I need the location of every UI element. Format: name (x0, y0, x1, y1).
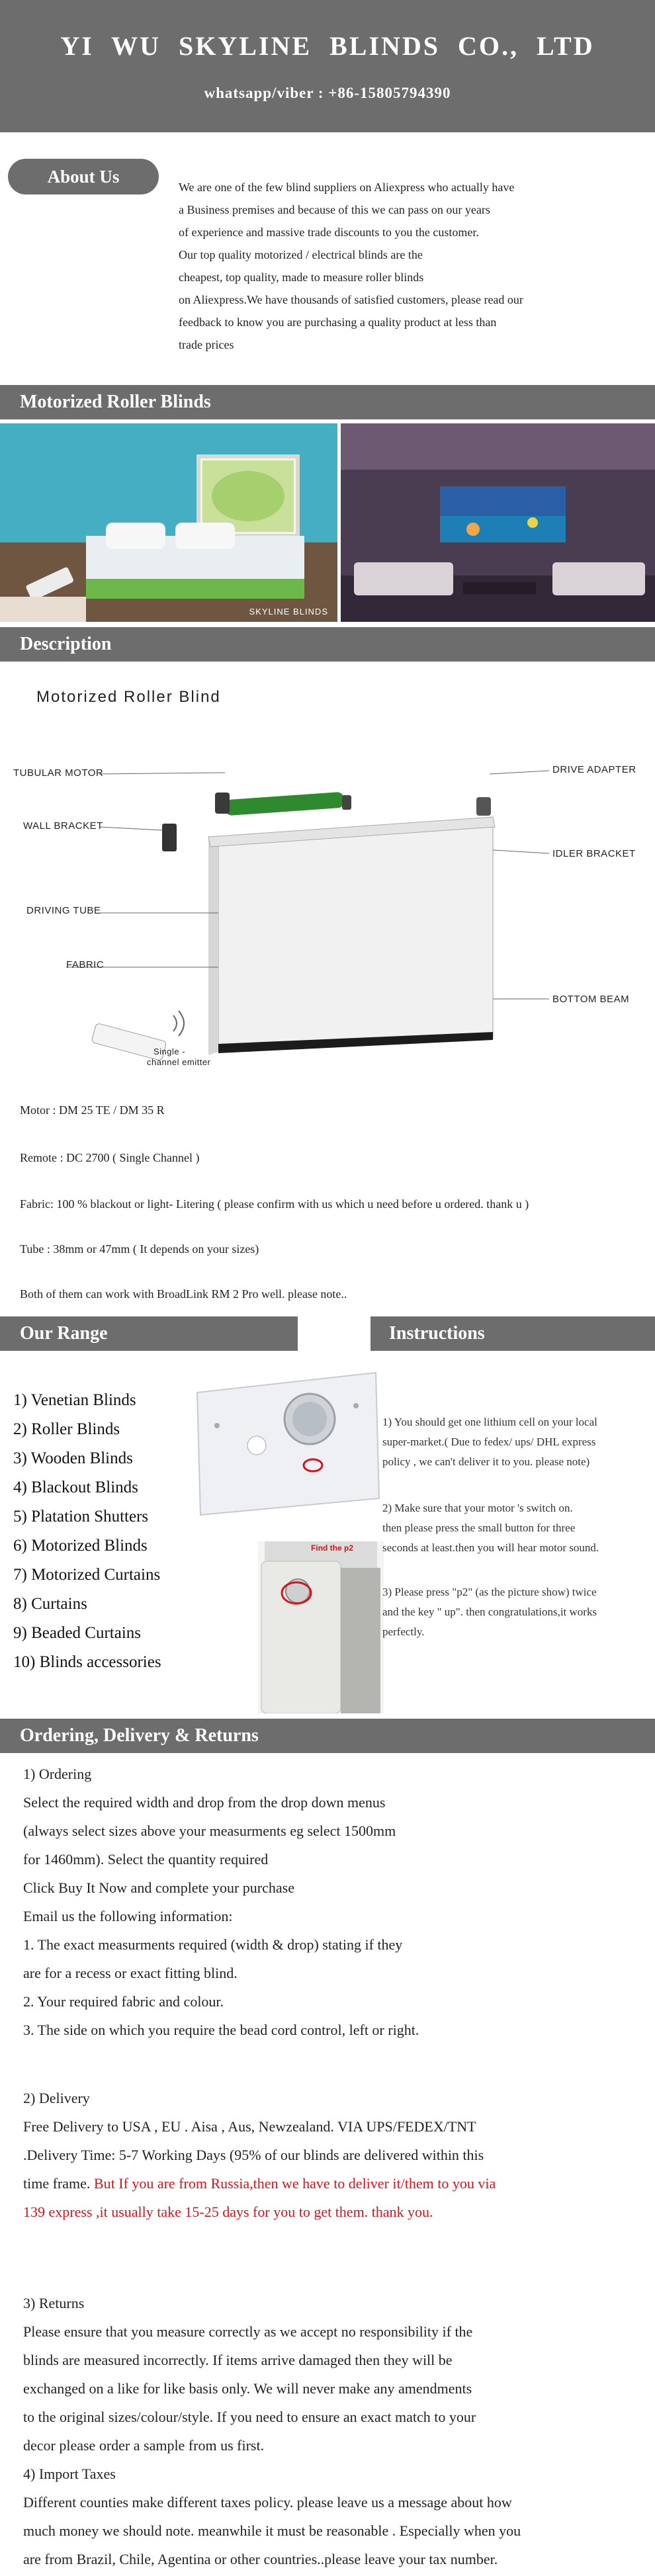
returns-heading: 3) Returns (23, 2295, 85, 2311)
photo-tag: Find the p2 (311, 1543, 353, 1553)
about-line: We are one of the few blind suppliers on Aliexpress who actually have (179, 181, 515, 194)
range-item: 2) Roller Blinds (13, 1420, 120, 1438)
ordering-line: 1) Ordering (23, 1766, 92, 1782)
delivery-block (23, 2084, 496, 2226)
section-bar-range: Our Range (0, 1316, 298, 1351)
instruction-line: policy , we can't deliver it to you. please note) (382, 1455, 590, 1468)
range-item: 3) Wooden Blinds (13, 1449, 133, 1467)
photo-caption: SKYLINE BLINDS (249, 607, 328, 617)
delivery-line (23, 2169, 496, 2198)
diagram-heading: Motorized Roller Blind (36, 688, 221, 706)
import-line: are from Brazil, Chile, Agentina or other countries..please leave your tax number. (23, 2551, 498, 2567)
spec-broadlink: Both of them can work with BroadLink RM 2 Pro well. please note.. (20, 1287, 347, 1301)
instruction-line: seconds at least.then you will hear motor sound. (382, 1541, 599, 1554)
section-bar-ordering: Ordering, Delivery & Returns (0, 1719, 655, 1753)
section-bar-description: Description (0, 627, 655, 662)
russia-notice: But If you are from Russia,then we have to deliver it/them to you via (93, 2175, 496, 2192)
returns-line: Please ensure that you measure correctly as we accept no responsibility if the (23, 2323, 473, 2340)
about-line: Our top quality motorized / electrical blinds are the (179, 248, 423, 261)
about-text (179, 176, 635, 356)
label-fabric: FABRIC (66, 959, 105, 970)
ordering-block (23, 1760, 419, 2044)
returns-block (23, 2289, 476, 2460)
living-room-photo (341, 423, 655, 622)
delivery-line: Free Delivery to USA , EU . Aisa , Aus, Newzealand. VIA UPS/FEDEX/TNT (23, 2118, 476, 2135)
section-bar-instructions: Instructions (371, 1316, 655, 1351)
instruction-line: and the key " up". then congratulations,it works (382, 1606, 597, 1618)
section-bar-motorized: Motorized Roller Blinds (0, 385, 655, 419)
label-wall-bracket: WALL BRACKET (23, 820, 103, 832)
label-emitter-1: Single - (153, 1047, 186, 1056)
instruction-line: perfectly. (382, 1625, 425, 1638)
russia-notice-cont: 139 express ,it usually take 15-25 days for you to get them. thank you. (23, 2204, 433, 2220)
about-line: on Aliexpress.We have thousands of satisfied customers, please read our (179, 293, 523, 306)
range-item: 7) Motorized Curtains (13, 1566, 161, 1584)
import-heading: 4) Import Taxes (23, 2466, 116, 2482)
company-title: YI WU SKYLINE BLINDS CO., LTD (60, 31, 595, 61)
about-line: trade prices (179, 338, 234, 351)
remote-back-photo (191, 1366, 382, 1518)
diagram-graphic (0, 662, 655, 1085)
import-taxes-block (23, 2460, 521, 2573)
label-idler-bracket: IDLER BRACKET (552, 848, 636, 859)
label-driving-tube: DRIVING TUBE (26, 905, 101, 916)
label-tubular-motor: TUBULAR MOTOR (13, 767, 104, 779)
range-item: 8) Curtains (13, 1595, 87, 1613)
import-line: much money we should note. meanwhile it must be reasonable . Especially when you (23, 2522, 521, 2539)
import-line: Different counties make different taxes policy. please leave us a message about how (23, 2494, 512, 2511)
bedroom-illustration (0, 423, 337, 622)
spec-fabric: Fabric: 100 % blackout or light- Litering ( please confirm with us which u need before u ordered. thank u ) (20, 1197, 529, 1211)
range-item: 9) Beaded Curtains (13, 1624, 142, 1642)
ordering-line: 3. The side on which you require the bead cord control, left or right. (23, 2022, 419, 2038)
roller-blind-diagram (0, 662, 655, 1085)
spec-motor: Motor : DM 25 TE / DM 35 R (20, 1103, 165, 1117)
bedroom-photo (0, 423, 337, 622)
instruction-step-1 (382, 1412, 654, 1472)
range-item: 10) Blinds accessories (13, 1653, 161, 1671)
ordering-line: for 1460mm). Select the quantity required (23, 1851, 269, 1868)
range-list (13, 1386, 161, 1677)
ordering-line: are for a recess or exact fitting blind. (23, 1965, 238, 1981)
range-item: 6) Motorized Blinds (13, 1537, 148, 1555)
ordering-line: 2. Your required fabric and colour. (23, 1993, 224, 2010)
ordering-line: Select the required width and drop from the drop down menus (23, 1794, 386, 1811)
ordering-line: (always select sizes above your measurments eg select 1500mm (23, 1823, 396, 1839)
range-item: 1) Venetian Blinds (13, 1391, 136, 1409)
label-drive-adapter: DRIVE ADAPTER (552, 764, 636, 775)
returns-line: decor please order a sample from us first. (23, 2437, 265, 2454)
label-bottom-beam: BOTTOM BEAM (552, 994, 630, 1005)
range-item: 4) Blackout Blinds (13, 1479, 138, 1496)
spec-remote: Remote : DC 2700 ( Single Channel ) (20, 1151, 200, 1164)
label-emitter-2: channel emitter (147, 1057, 211, 1067)
about-line: cheapest, top quality, made to measure roller blinds (179, 271, 424, 284)
instruction-step-2 (382, 1498, 654, 1558)
ordering-line: Email us the following information: (23, 1908, 233, 1924)
about-heading: About Us (8, 159, 159, 194)
spec-tube: Tube : 38mm or 47mm ( It depends on your sizes) (20, 1242, 259, 1256)
instruction-line: 3) Please press "p2" (as the picture show) twice (382, 1586, 597, 1598)
about-line: feedback to know you are purchasing a quality product at less than (179, 316, 497, 329)
contact-line: whatsapp/viber : +86-15805794390 (204, 85, 451, 101)
instruction-line: 2) Make sure that your motor 's switch on. (382, 1502, 573, 1514)
instruction-line: then please press the small button for three (382, 1522, 576, 1534)
instruction-step-3 (382, 1582, 654, 1642)
about-line: of experience and massive trade discounts to you the customer. (179, 226, 479, 239)
delivery-text: time frame. (23, 2175, 94, 2192)
instruction-line: super-market.( Due to fedex/ ups/ DHL express (382, 1436, 596, 1448)
instruction-line: 1) You should get one lithium cell on your local (382, 1416, 597, 1428)
page-header (0, 0, 655, 132)
delivery-line: .Delivery Time: 5-7 Working Days (95% of our blinds are delivered within this (23, 2147, 484, 2163)
living-room-illustration (341, 423, 655, 622)
ordering-line: Click Buy It Now and complete your purchase (23, 1879, 294, 1896)
range-item: 5) Platation Shutters (13, 1508, 149, 1525)
motor-head-photo (258, 1541, 384, 1713)
returns-line: blinds are measured incorrectly. If items arrive damaged then they will be (23, 2352, 453, 2368)
ordering-line: 1. The exact measurments required (width & drop) stating if they (23, 1936, 403, 1953)
delivery-heading: 2) Delivery (23, 2090, 90, 2106)
returns-line: exchanged on a like for like basis only. We will never make any amendments (23, 2380, 472, 2397)
returns-line: to the original sizes/colour/style. If you need to ensure an exact match to your (23, 2409, 476, 2425)
about-line: a Business premises and because of this we can pass on our years (179, 203, 490, 216)
